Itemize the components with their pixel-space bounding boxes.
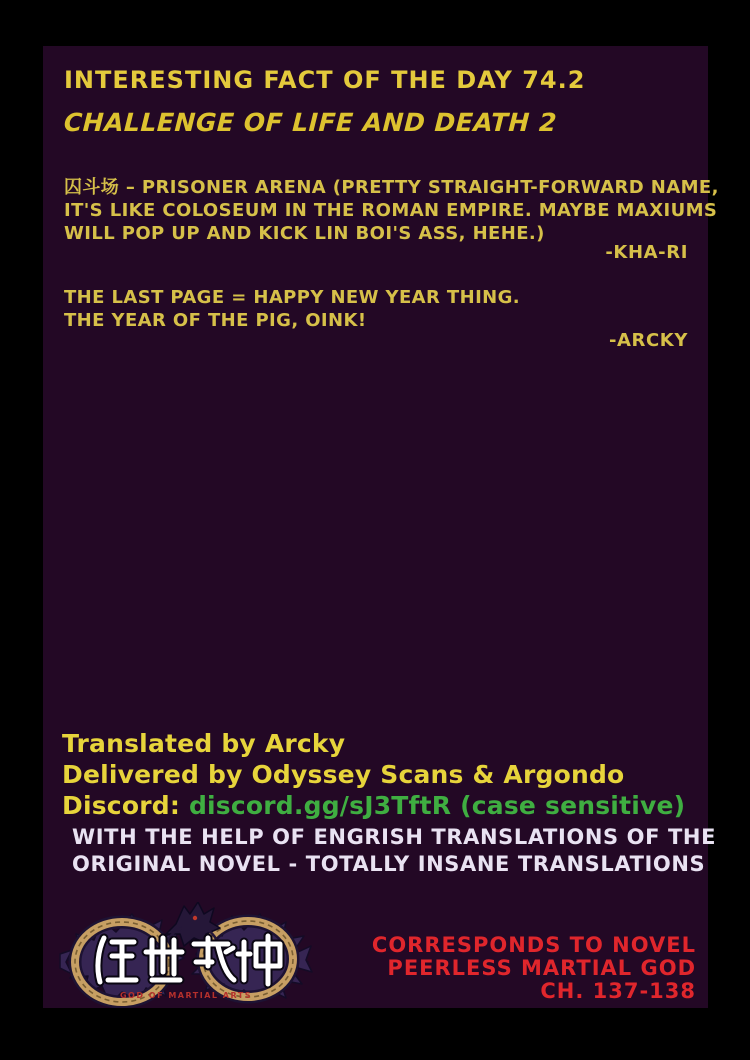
- translated-by-line: Translated by Arcky: [62, 729, 346, 758]
- fact-line: 囚斗场 – PRISONER ARENA (PRETTY STRAIGHT-FORWARD NAME,: [64, 177, 719, 198]
- dragon-eye: [193, 916, 197, 920]
- note-line: THE YEAR OF THE PIG, OINK!: [64, 310, 367, 331]
- logo-subtitle: GOD OF MARTIAL ARTS: [119, 991, 253, 1000]
- discord-label: Discord:: [62, 791, 189, 820]
- fact-paragraph: [64, 176, 719, 245]
- novel-ref-line: CORRESPONDS TO NOVEL: [371, 933, 696, 957]
- novel-correspondence-note: [296, 934, 696, 1003]
- novel-ref-line: PEERLESS MARTIAL GOD: [387, 956, 696, 980]
- credits-page-panel: [43, 46, 719, 1008]
- discord-case-note: (case sensitive): [451, 791, 686, 820]
- fact-line: IT'S LIKE COLOSEUM IN THE ROMAN EMPIRE. MAYBE MAXIUMS: [64, 200, 718, 221]
- novel-ref-line: CH. 137-138: [540, 979, 696, 1003]
- delivered-by-line: Delivered by Odyssey Scans & Argondo: [62, 760, 625, 789]
- fact-line: WILL POP UP AND KICK LIN BOI'S ASS, HEHE.): [64, 223, 545, 244]
- engrish-note-line: ORIGINAL NOVEL - TOTALLY INSANE TRANSLATIONS: [72, 852, 706, 876]
- engrish-translations-note: [72, 824, 716, 878]
- page-title: INTERESTING FACT OF THE DAY 74.2: [64, 66, 586, 94]
- note-line: THE LAST PAGE = HAPPY NEW YEAR THING.: [64, 287, 521, 308]
- discord-line: [62, 790, 685, 821]
- chapter-subtitle: CHALLENGE OF LIFE AND DEATH 2: [63, 108, 558, 137]
- engrish-note-line: WITH THE HELP OF ENGRISH TRANSLATIONS OF THE: [72, 825, 717, 849]
- note-paragraph: [64, 286, 520, 332]
- scanlation-credits: [62, 728, 685, 821]
- discord-invite-link: discord.gg/sJ3TftR: [188, 791, 452, 820]
- fact-signoff: -KHA-RI: [605, 242, 688, 263]
- note-signoff: -ARCKY: [608, 330, 688, 351]
- god-of-martial-arts-logo: [58, 902, 313, 1008]
